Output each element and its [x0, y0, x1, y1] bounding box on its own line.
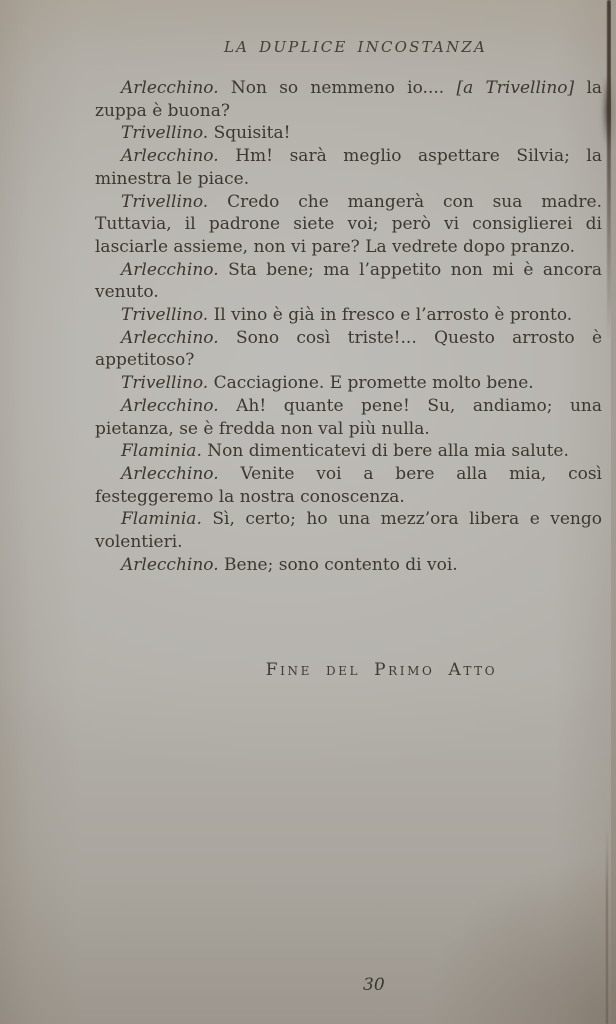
- dialogue-line: [95, 191, 602, 259]
- scan-edge-line-bottom: [606, 828, 609, 1024]
- dialogue-line: [95, 122, 602, 145]
- speech-text: Sono così triste!... Questo arrosto è appetitoso?: [95, 327, 603, 371]
- speaker-name: Flaminia.: [121, 509, 202, 530]
- dialogue-line: [95, 395, 602, 440]
- speech-text: Credo che mangerà con sua madre. Tuttavia, il padrone siete voi; però vi consiglierei di lasciarle assieme, non vi pare? La vedrete dopo pranzo.: [95, 191, 602, 257]
- speaker-name: Arlecchino.: [121, 463, 219, 484]
- speech-text: Non dimenticatevi di bere alla mia salute.: [207, 441, 569, 462]
- page-number: 30: [363, 975, 385, 995]
- running-header: LA DUPLICE INCOSTANZA: [223, 38, 488, 56]
- speech-text: Bene; sono contento di voi.: [224, 554, 458, 575]
- dialogue-line: [95, 77, 602, 122]
- speech-text: Sta bene; ma l’appetito non mi è ancora venuto.: [95, 259, 602, 303]
- speaker-name: Trivellino.: [121, 191, 209, 212]
- act-end-label: Fine del Primo Atto: [265, 660, 498, 681]
- speaker-name: Arlecchino.: [121, 554, 219, 575]
- speaker-name: Trivellino.: [121, 123, 209, 144]
- dialogue-line: [95, 304, 602, 327]
- speaker-name: Arlecchino.: [121, 146, 219, 167]
- speech-text: Venite voi a bere alla mia, così festeggeremo la nostra conoscenza.: [95, 463, 602, 507]
- dialogue-line: [95, 372, 602, 395]
- speech-text: Sì, certo; ho una mezz’ora libera e vengo volentieri.: [95, 509, 602, 553]
- dialogue-line: [95, 440, 602, 463]
- speech-text: Cacciagione. E promette molto bene.: [213, 373, 534, 394]
- speaker-name: Arlecchino.: [121, 395, 219, 416]
- speech-text: la zuppa è buona?: [95, 78, 603, 121]
- speaker-name: Arlecchino.: [121, 259, 219, 280]
- speaker-name: Trivellino.: [121, 305, 209, 326]
- dialogue-line: [95, 508, 602, 553]
- text-block: [95, 38, 602, 680]
- dialogue-line: [95, 327, 602, 372]
- speaker-name: Arlecchino.: [121, 327, 219, 348]
- stage-direction: [a Trivellino]: [456, 78, 575, 98]
- speech-text: Squisita!: [213, 123, 291, 144]
- dialogue-line: [95, 145, 602, 190]
- speech-text: Hm! sarà meglio aspettare Silvia; la minestra le piace.: [95, 146, 603, 189]
- dialogue-line: [95, 554, 602, 577]
- speech-text: Ah! quante pene! Su, andiamo; una pietanza, se è fredda non val più nulla.: [95, 395, 602, 439]
- dialogue-line: [95, 259, 602, 304]
- speaker-name: Trivellino.: [121, 373, 209, 394]
- speaker-name: Arlecchino.: [121, 78, 219, 98]
- speaker-name: Flaminia.: [121, 441, 202, 462]
- scan-edge-highlight: [611, 0, 616, 1024]
- speech-text: Non so nemmeno io....: [230, 78, 445, 98]
- speech-text: Il vino è già in fresco e l’arrosto è pronto.: [213, 305, 573, 326]
- dialogue-line: [95, 463, 602, 508]
